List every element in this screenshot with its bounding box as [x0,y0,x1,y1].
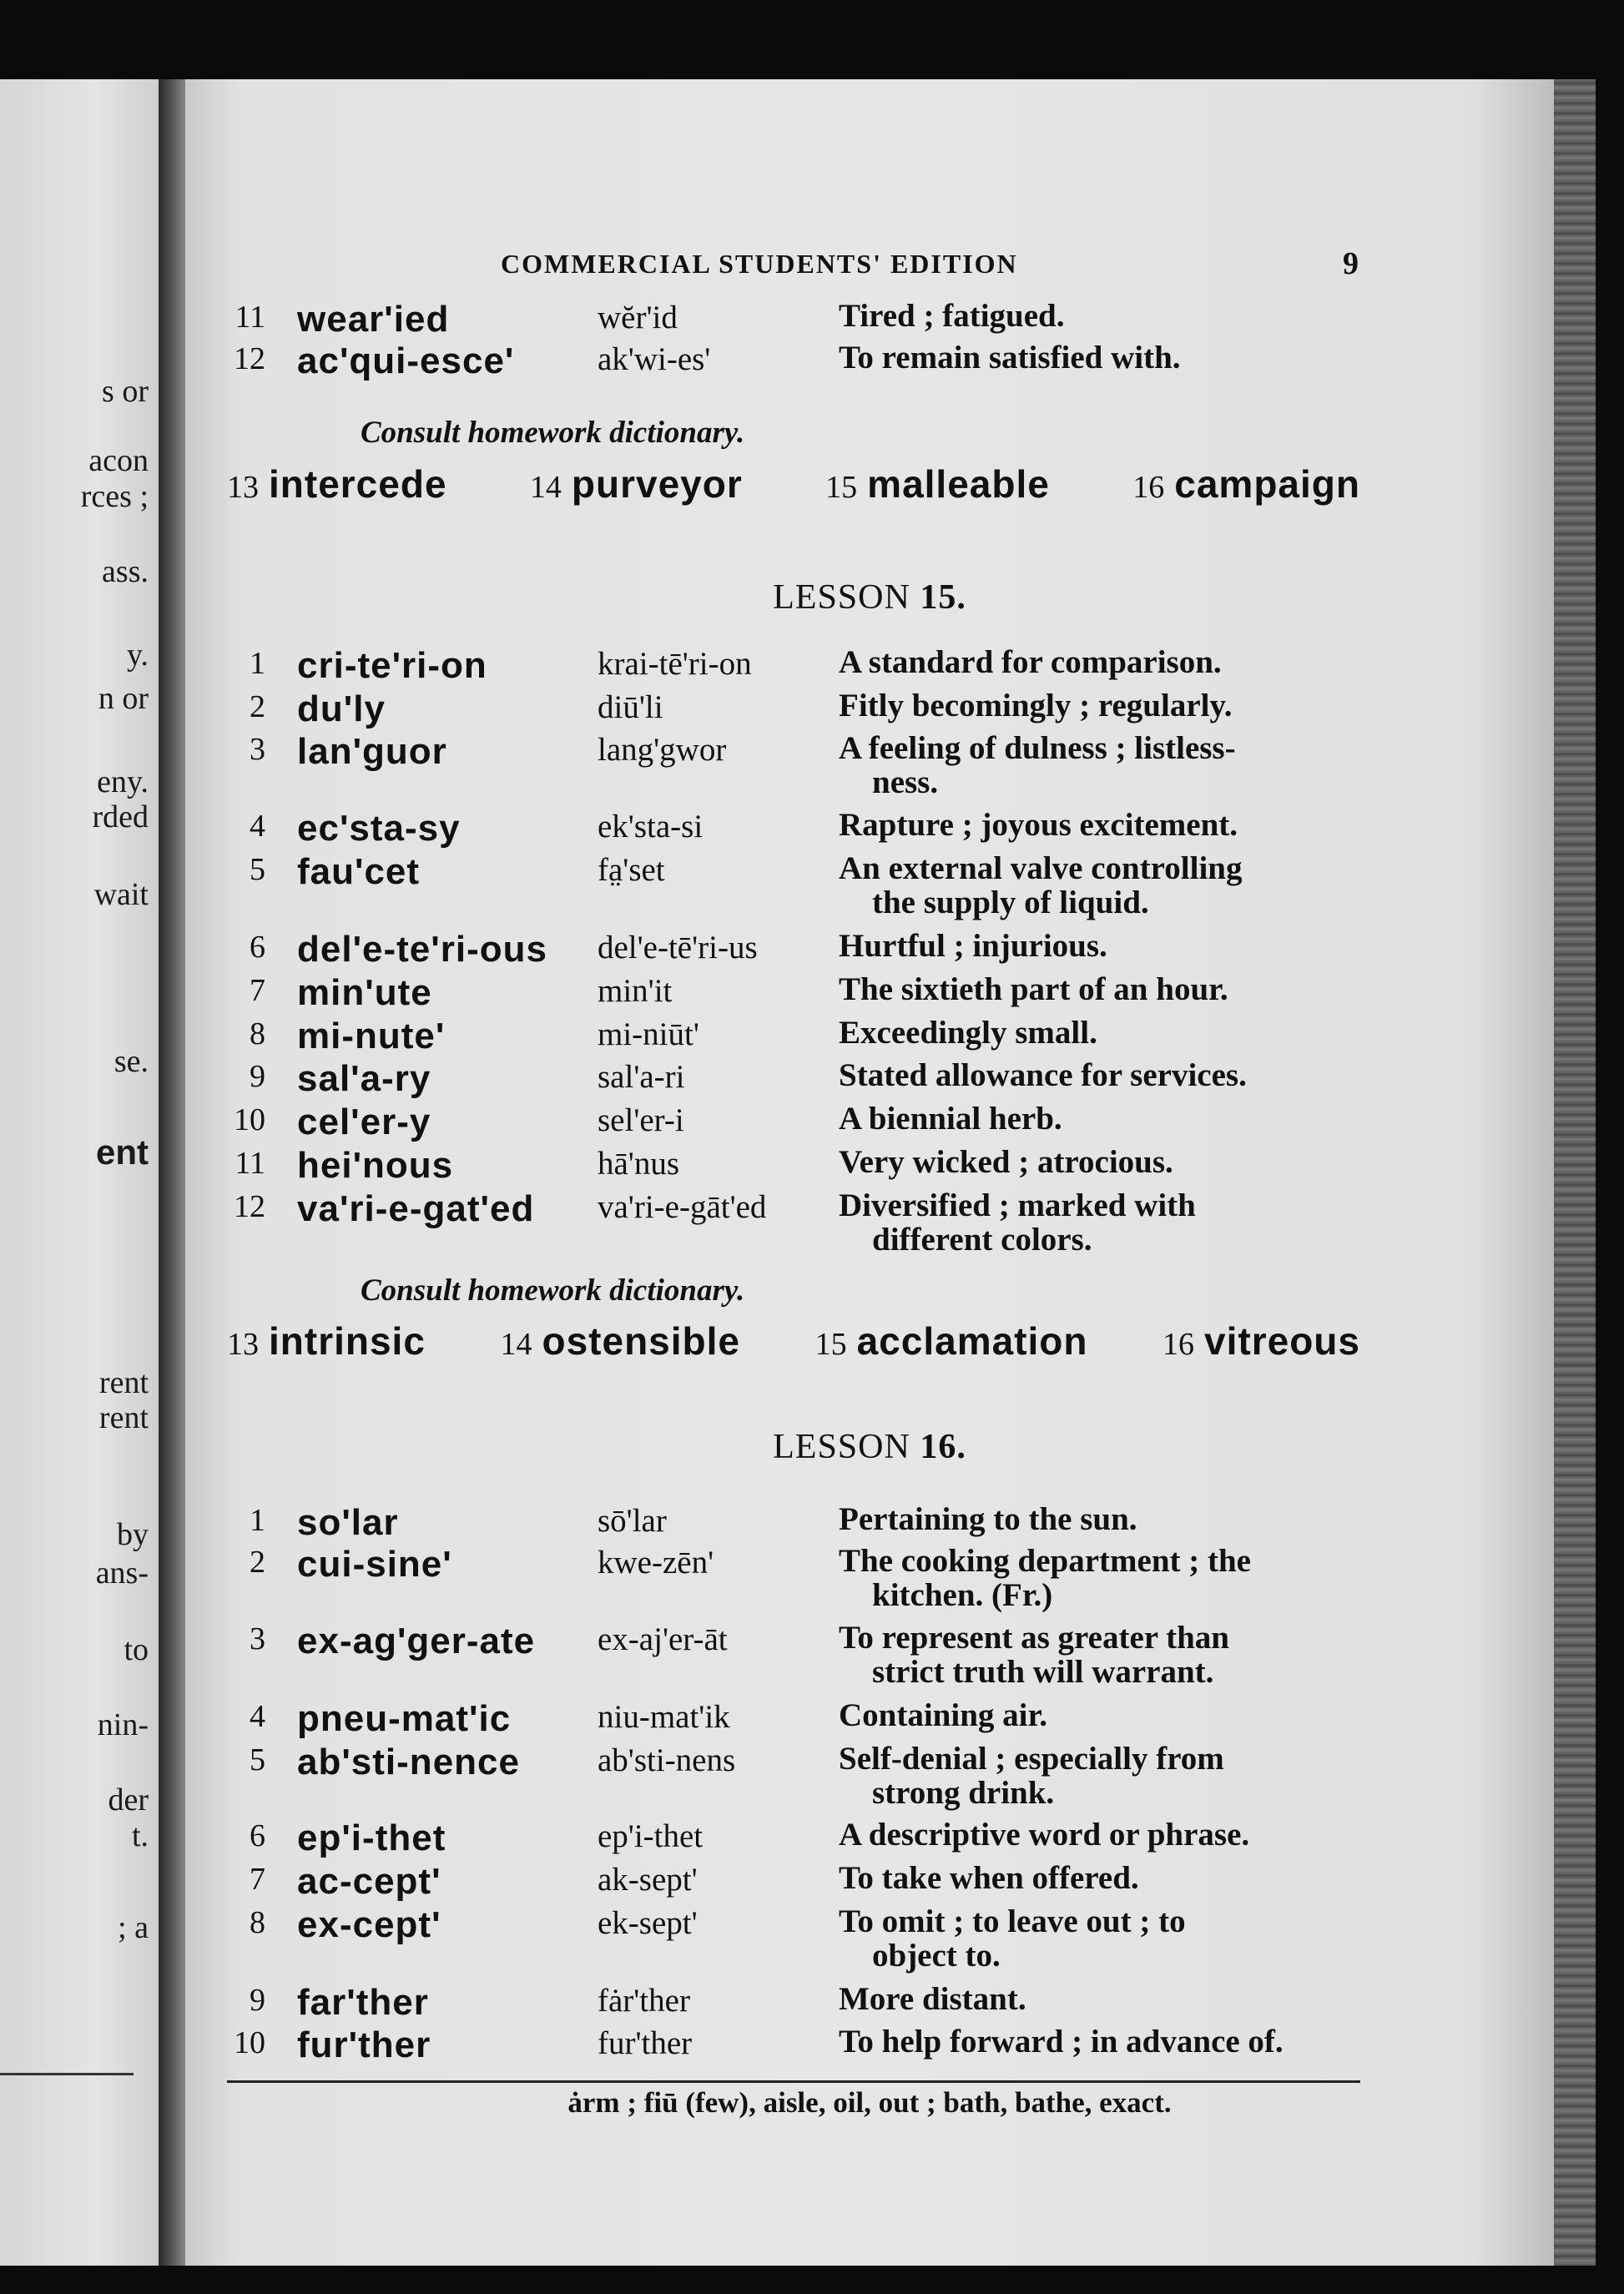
left-text-fragment: n or [98,681,149,716]
left-text-fragment: der [108,1782,149,1818]
entry-number: 6 [250,1818,265,1853]
entry-definition [839,929,1360,963]
definition-text: Fitly becomingly ; regularly. [839,688,1233,723]
definition-text: Hurtful ; injurious. [839,928,1107,964]
homework-item [815,1318,1088,1364]
homework-word: malleable [867,462,1050,506]
entry-word: ec'sta-sy [297,808,461,849]
definition-text: An external valve controlling [839,850,1243,886]
entry-word: du'ly [297,688,386,729]
left-page-fragment [0,79,159,2266]
definition-text: A biennial herb. [839,1101,1062,1137]
definition-text: More distant. [839,1981,1026,2017]
left-text-fragment: wait [93,877,149,912]
entry-definition [839,299,1360,333]
entry-number: 2 [250,1545,265,1580]
page-number: 9 [1343,246,1360,281]
lesson-number: 15. [920,578,966,617]
homework-word: intrinsic [269,1319,426,1363]
entry-definition [839,1698,1360,1732]
entry-word: so'lar [297,1502,399,1543]
entry-pronunciation: ex-aj'er-āt [598,1621,728,1657]
definition-continuation: kitchen. (Fr.) [872,1577,1053,1613]
entry-word: hei'nous [297,1145,454,1186]
footer-rule [227,2080,1360,2083]
entry-number: 11 [235,1146,265,1181]
left-text-fragment: ass. [102,554,149,589]
definition-text: Rapture ; joyous excitement. [839,807,1238,843]
entry-number: 2 [250,689,265,724]
entry-pronunciation: hā'nus [598,1146,680,1182]
left-text-fragment: y. [126,638,149,673]
entry-pronunciation: diū'li [598,689,663,725]
left-text-fragment: ent [96,1132,149,1172]
entry-word: pneu-mat'ic [297,1698,512,1739]
left-text-fragment: s or [102,374,149,409]
page-edge [1554,79,1596,2266]
definition-text: To omit ; to leave out ; to [839,1903,1186,1939]
left-text-fragment: rent [98,1400,149,1435]
homework-item [501,1318,741,1364]
homework-item [1132,461,1360,507]
entry-word: far'ther [297,1982,429,2023]
pronunciation-key: ȧrm ; fiū (few), aisle, oil, out ; bath, bathe, exact. [567,2086,1172,2119]
entry-definition [839,851,1360,920]
definition-text: Tired ; fatigued. [839,298,1065,334]
homework-words [227,461,1360,512]
entry-word: ex-cept' [297,1904,441,1945]
entry-pronunciation: wĕr'id [598,300,678,335]
left-page-rule [0,2073,134,2075]
entry-definition [839,2024,1360,2059]
entry-number: 3 [250,732,265,767]
entry-word: ac'qui-esce' [297,340,515,381]
entry-pronunciation: sō'lar [598,1503,667,1539]
entry-definition [839,1621,1360,1689]
homework-number: 15 [815,1327,847,1362]
entry-number: 8 [250,1905,265,1940]
entry-definition [839,688,1360,723]
entry-word: ab'sti-nence [297,1742,520,1782]
definition-continuation: ness. [872,764,939,800]
left-text-fragment: t. [131,1818,149,1853]
definition-continuation: the supply of liquid. [872,885,1149,920]
lesson-number: 16. [920,1428,966,1466]
consult-note: Consult homework dictionary. [361,1273,745,1308]
running-head-title: COMMERCIAL STUDENTS' EDITION [501,249,1018,279]
entry-definition [839,645,1360,679]
lesson-label: LESSON [773,578,910,617]
entry-pronunciation: ep'i-thet [598,1818,704,1854]
entry-definition [839,1102,1360,1136]
entry-number: 4 [250,1699,265,1734]
entry-number: 11 [235,300,265,335]
homework-item [530,461,743,507]
entry-word: fur'ther [297,2024,431,2065]
definition-text: Self-denial ; especially from [839,1741,1224,1777]
left-text-fragment: rent [98,1365,149,1400]
homework-number: 16 [1132,470,1165,505]
entry-number: 3 [250,1621,265,1656]
definition-text: The cooking department ; the [839,1543,1251,1579]
entry-definition [839,972,1360,1006]
entry-definition [839,1818,1360,1852]
entry-pronunciation: del'e-tē'ri-us [598,930,758,965]
homework-word: purveyor [571,462,743,506]
entry-definition [839,1188,1360,1257]
homework-word: vitreous [1204,1319,1360,1363]
definition-text: Diversified ; marked with [839,1187,1196,1223]
book-gutter [159,79,185,2266]
definition-continuation: strict truth will warrant. [872,1654,1214,1690]
definition-text: The sixtieth part of an hour. [839,971,1228,1007]
entry-number: 5 [250,852,265,887]
entry-word: ep'i-thet [297,1818,446,1858]
left-text-fragment: ; a [118,1910,149,1945]
lesson-heading [185,1427,1554,1467]
left-text-fragment: to [124,1632,149,1667]
homework-number: 15 [825,470,858,505]
homework-item [227,461,447,507]
running-head [501,246,1360,287]
homework-words [227,1318,1360,1369]
entry-number: 4 [250,809,265,844]
entry-pronunciation: fȧr'ther [598,1983,690,2019]
entry-number: 12 [234,1189,265,1224]
definition-text: Pertaining to the sun. [839,1501,1137,1537]
entry-pronunciation: ab'sti-nens [598,1742,736,1778]
definition-continuation: strong drink. [872,1775,1055,1811]
entry-pronunciation: ak'wi-es' [598,341,711,377]
entry-number: 1 [250,1503,265,1538]
entry-number: 10 [234,2025,265,2060]
homework-item [825,461,1050,507]
entry-pronunciation: ak-sept' [598,1862,698,1898]
left-text-fragment: ans- [95,1555,149,1591]
entry-word: lan'guor [297,731,447,772]
entry-number: 12 [234,341,265,376]
left-text-fragment: acon [88,443,149,478]
entry-pronunciation: va'ri-e-gāt'ed [598,1189,767,1225]
entry-definition [839,1544,1360,1612]
entry-word: ex-ag'ger-ate [297,1621,536,1661]
definition-text: Stated allowance for services. [839,1057,1247,1093]
entry-number: 9 [250,1059,265,1094]
entry-pronunciation: fur'ther [598,2025,693,2061]
entry-pronunciation: sel'er-i [598,1102,684,1138]
entry-pronunciation: fa̤'set [598,852,665,888]
entry-word: va'ri-e-gat'ed [297,1188,535,1229]
entry-definition [839,1904,1360,1973]
homework-number: 14 [529,470,562,505]
entry-pronunciation: ek-sept' [598,1905,698,1941]
entry-word: ac-cept' [297,1861,441,1902]
definition-text: To take when offered. [839,1860,1139,1896]
entry-number: 5 [250,1742,265,1777]
entry-pronunciation: niu-mat'ik [598,1699,730,1735]
entry-number: 1 [250,646,265,681]
left-text-fragment: eny. [97,764,149,799]
entry-pronunciation: kwe-zēn' [598,1545,714,1581]
entry-word: fau'cet [297,851,421,892]
homework-word: campaign [1174,462,1360,506]
entry-word: del'e-te'ri-ous [297,929,547,970]
homework-word: acclamation [856,1319,1088,1363]
left-text-fragment: rded [92,799,149,834]
entry-pronunciation: krai-tē'ri-on [598,646,752,682]
definition-continuation: different colors. [872,1222,1092,1258]
definition-text: Containing air. [839,1697,1047,1733]
definition-text: A standard for comparison. [839,644,1222,680]
entry-definition [839,1145,1360,1179]
entry-definition [839,1058,1360,1092]
left-text-fragment: rces ; [80,479,149,514]
entry-definition [839,731,1360,799]
homework-item [227,1318,426,1364]
entry-definition [839,340,1360,375]
homework-number: 16 [1163,1327,1195,1362]
entry-definition [839,1016,1360,1050]
left-text-fragment: nin- [97,1707,149,1742]
entry-word: min'ute [297,972,432,1013]
definition-text: To help forward ; in advance of. [839,2024,1284,2060]
entry-word: cri-te'ri-on [297,645,487,686]
entry-word: cel'er-y [297,1102,431,1142]
left-text-fragment: by [117,1517,149,1552]
entry-word: cui-sine' [297,1544,452,1585]
entry-pronunciation: ek'sta-si [598,809,704,844]
homework-item [1163,1318,1360,1364]
entry-pronunciation: min'it [598,973,673,1009]
entry-number: 7 [250,973,265,1008]
entry-word: mi-nute' [297,1016,446,1056]
lesson-label: LESSON [773,1428,910,1466]
entry-word: sal'a-ry [297,1058,431,1099]
entry-number: 6 [250,930,265,965]
definition-text: A feeling of dulness ; listless- [839,730,1236,766]
homework-number: 13 [227,1327,259,1362]
entry-pronunciation: lang'gwor [598,732,727,768]
entry-definition [839,808,1360,842]
entry-definition [839,1742,1360,1810]
definition-text: To remain satisfied with. [839,340,1181,376]
definition-continuation: object to. [872,1938,1001,1974]
entry-definition [839,1982,1360,2016]
entry-definition [839,1502,1360,1536]
definition-text: Very wicked ; atrocious. [839,1144,1173,1180]
homework-word: intercede [269,462,447,506]
homework-number: 14 [500,1327,532,1362]
entry-word: wear'ied [297,299,450,340]
entry-number: 8 [250,1016,265,1051]
homework-word: ostensible [542,1319,741,1363]
entry-pronunciation: sal'a-ri [598,1059,685,1095]
entry-number: 7 [250,1862,265,1897]
entry-number: 10 [234,1102,265,1137]
lesson-heading [185,577,1554,618]
entry-definition [839,1861,1360,1895]
entry-pronunciation: mi-niūt' [598,1016,699,1052]
consult-note: Consult homework dictionary. [361,416,745,450]
definition-text: To represent as greater than [839,1620,1229,1656]
definition-text: A descriptive word or phrase. [839,1817,1250,1853]
entry-number: 9 [250,1983,265,2018]
left-text-fragment: se. [113,1044,149,1079]
definition-text: Exceedingly small. [839,1015,1097,1051]
homework-number: 13 [227,470,259,505]
